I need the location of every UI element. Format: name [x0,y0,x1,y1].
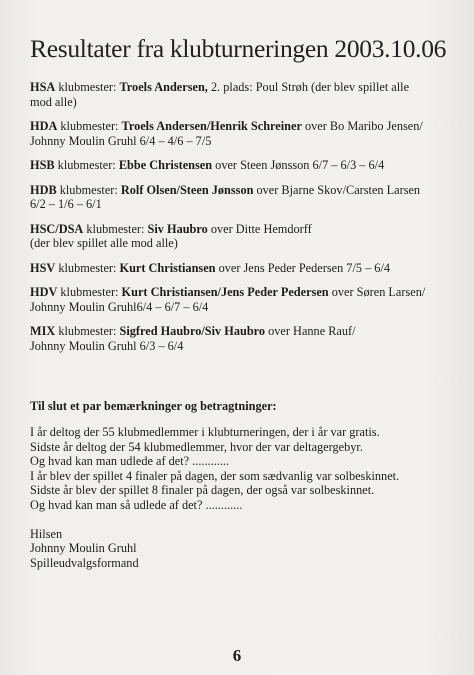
champion-label: klubmester: [55,324,120,338]
result-continuation: Johnny Moulin Gruhl6/4 – 6/7 – 6/4 [30,299,209,314]
category-code: HSA [30,80,56,94]
match-result: over Søren Larsen/ [328,285,426,299]
category-code: HDA [30,119,58,133]
page-number: 6 [232,646,242,665]
category-code: HSV [30,260,56,275]
result-line [30,285,458,300]
champion-label: klubmester: [56,182,121,197]
champion-label: klubmester: [57,285,122,299]
signature-role: Spilleudvalgsformand [30,555,139,570]
match-result: over Ditte Hemdorff [207,221,312,236]
champion-label: klubmester: [54,158,119,172]
remark-line: Sidste år blev der spillet 8 finaler på dagen, der også var solbeskinnet. [30,483,375,498]
result-continuation: Johnny Moulin Gruhl 6/3 – 6/4 [30,338,184,353]
signature-block [30,527,458,571]
result-continuation: (der blev spillet alle mod alle) [30,236,178,250]
result-entry [30,285,458,314]
champion-names: Ebbe Christensen [118,158,213,172]
champion-names: Sigfred Haubro/Siv Haubro [119,324,266,338]
match-result: over Bo Maribo Jensen/ [301,119,423,133]
result-continuation: 6/2 – 1/6 – 6/1 [30,197,102,211]
champion-label: klubmester: [83,221,148,236]
result-continuation: Johnny Moulin Gruhl 6/4 – 4/6 – 7/5 [30,133,212,148]
result-entry [30,222,458,251]
remarks-heading: Til slut et par bemærkninger og betragtninger: [30,399,277,413]
result-line [30,158,458,173]
remark-line: Og hvad kan man så udlede af det? ............ [30,497,243,512]
remark-line: Og hvad kan man udlede af det? ............ [30,454,230,469]
signature-greeting: Hilsen [30,526,63,541]
result-line [30,222,458,237]
result-continuation: mod alle) [30,94,77,109]
champion-names: Siv Haubro [147,221,208,236]
champion-names: Troels Andersen, [119,80,208,94]
category-code: HDB [30,182,57,197]
result-entry [30,158,458,173]
result-entry [30,324,458,353]
match-result: over Steen Jønsson 6/7 – 6/3 – 6/4 [212,158,385,172]
result-entry [30,119,458,148]
champion-names: Kurt Christiansen [119,260,216,275]
champion-names: Kurt Christiansen/Jens Peder Pedersen [121,285,329,299]
match-result: over Hanne Rauf/ [265,324,356,338]
result-entry [30,183,458,212]
champion-label: klubmester: [57,119,122,133]
result-entry [30,261,458,276]
champion-names: Rolf Olsen/Steen Jønsson [120,182,254,197]
result-line [30,261,458,276]
category-code: HSB [30,158,55,172]
remark-line: I år deltog der 55 klubmedlemmer i klubturneringen, der i år var gratis. [30,425,380,439]
remark-line: I år blev der spillet 4 finaler på dagen, der som sædvanlig var solbeskinnet. [30,468,400,483]
page-title: Resultater fra klubturneringen 2003.10.06 [30,34,447,63]
champion-names: Troels Andersen/Henrik Schreiner [121,119,302,133]
result-line [30,80,458,95]
match-result: 2. plads: Poul Strøh (der blev spillet alle [207,80,410,94]
result-line [30,324,458,339]
result-line [30,119,458,134]
results-list [30,80,458,353]
champion-label: klubmester: [55,260,120,275]
remarks-paragraph [30,425,458,513]
champion-label: klubmester: [55,80,120,94]
category-code: MIX [30,324,56,338]
signature-name: Johnny Moulin Gruhl [30,541,137,556]
match-result: over Jens Peder Pedersen 7/5 – 6/4 [215,260,391,275]
category-code: HSC/DSA [30,221,84,236]
page-content [30,34,458,570]
match-result: over Bjarne Skov/Carsten Larsen [253,182,421,197]
result-line [30,183,458,198]
result-entry [30,80,458,109]
category-code: HDV [30,285,58,299]
remark-line: Sidste år deltog der 54 klubmedlemmer, hvor der var deltagergebyr. [30,439,363,454]
